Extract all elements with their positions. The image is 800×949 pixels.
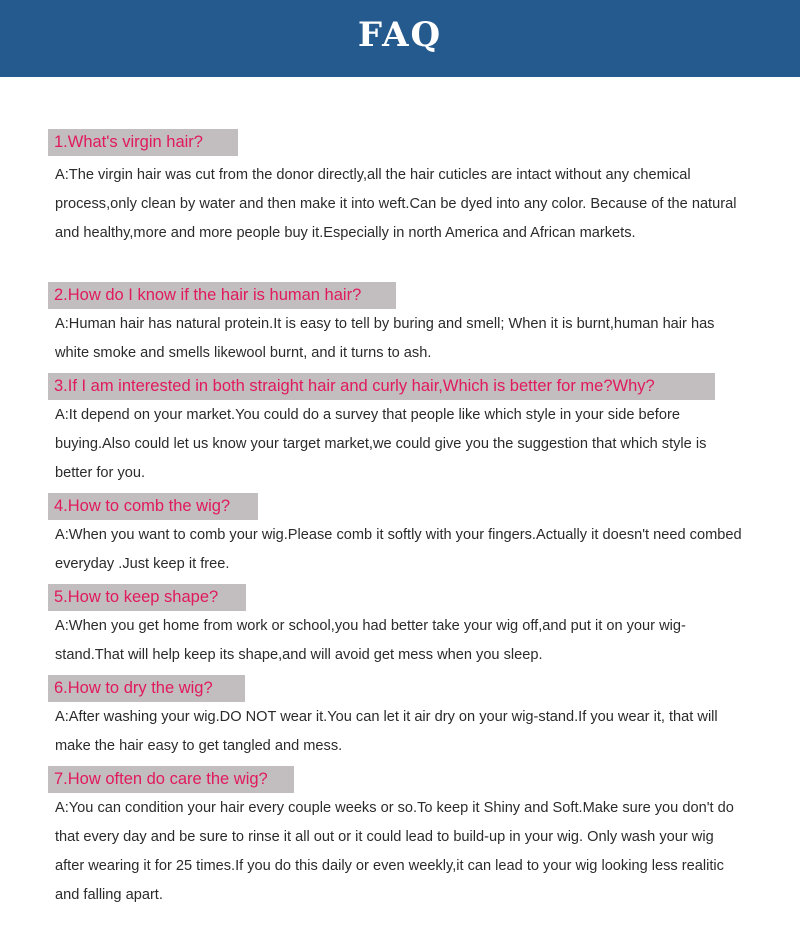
faq-question-2: 2.How do I know if the hair is human hair?	[48, 282, 396, 309]
faq-question-1: 1.What's virgin hair?	[48, 129, 238, 156]
faq-header-banner	[0, 0, 800, 77]
faq-question-6: 6.How to dry the wig?	[48, 675, 245, 702]
faq-answer-3: A:It depend on your market.You could do a survey that people like which style in your side before buying.Also could let us know your target market,we could give you the suggestion that which style is better for you.	[55, 407, 707, 481]
faq-answer-1: A:The virgin hair was cut from the donor directly,all the hair cuticles are intact without any chemical process,only clean by water and then make it into weft.Can be dyed into any color. Because of the natural and healthy,more and more people buy it.Especially in north America and African markets.	[55, 167, 737, 241]
faq-question-5: 5.How to keep shape?	[48, 584, 246, 611]
faq-question-3: 3.If I am interested in both straight hair and curly hair,Which is better for me?Why?	[48, 373, 715, 400]
faq-question-7: 7.How often do care the wig?	[48, 766, 294, 793]
faq-answer-4: A:When you want to comb your wig.Please comb it softly with your fingers.Actually it doesn't need combed everyday .Just keep it free.	[55, 527, 742, 572]
faq-question-4: 4.How to comb the wig?	[48, 493, 258, 520]
page-title: FAQ	[357, 14, 443, 55]
faq-answer-6: A:After washing your wig.DO NOT wear it.You can let it air dry on your wig-stand.If you wear it, that will make the hair easy to get tangled and mess.	[55, 709, 718, 754]
faq-answer-2: A:Human hair has natural protein.It is easy to tell by buring and smell; When it is burnt,human hair has white smoke and smells likewool burnt, and it turns to ash.	[55, 316, 715, 361]
faq-answer-5: A:When you get home from work or school,you had better take your wig off,and put it on your wig-stand.That will help keep its shape,and will avoid get mess when you sleep.	[55, 618, 686, 663]
faq-answer-7: A:You can condition your hair every couple weeks or so.To keep it Shiny and Soft.Make sure you don't do that every day and be sure to rinse it all out or it could lead to build-up in your wig. Only wash your wig after wearing it for 25 times.If you do this daily or even weekly,it can lead to your wig looking less realitic and falling apart.	[55, 800, 734, 903]
